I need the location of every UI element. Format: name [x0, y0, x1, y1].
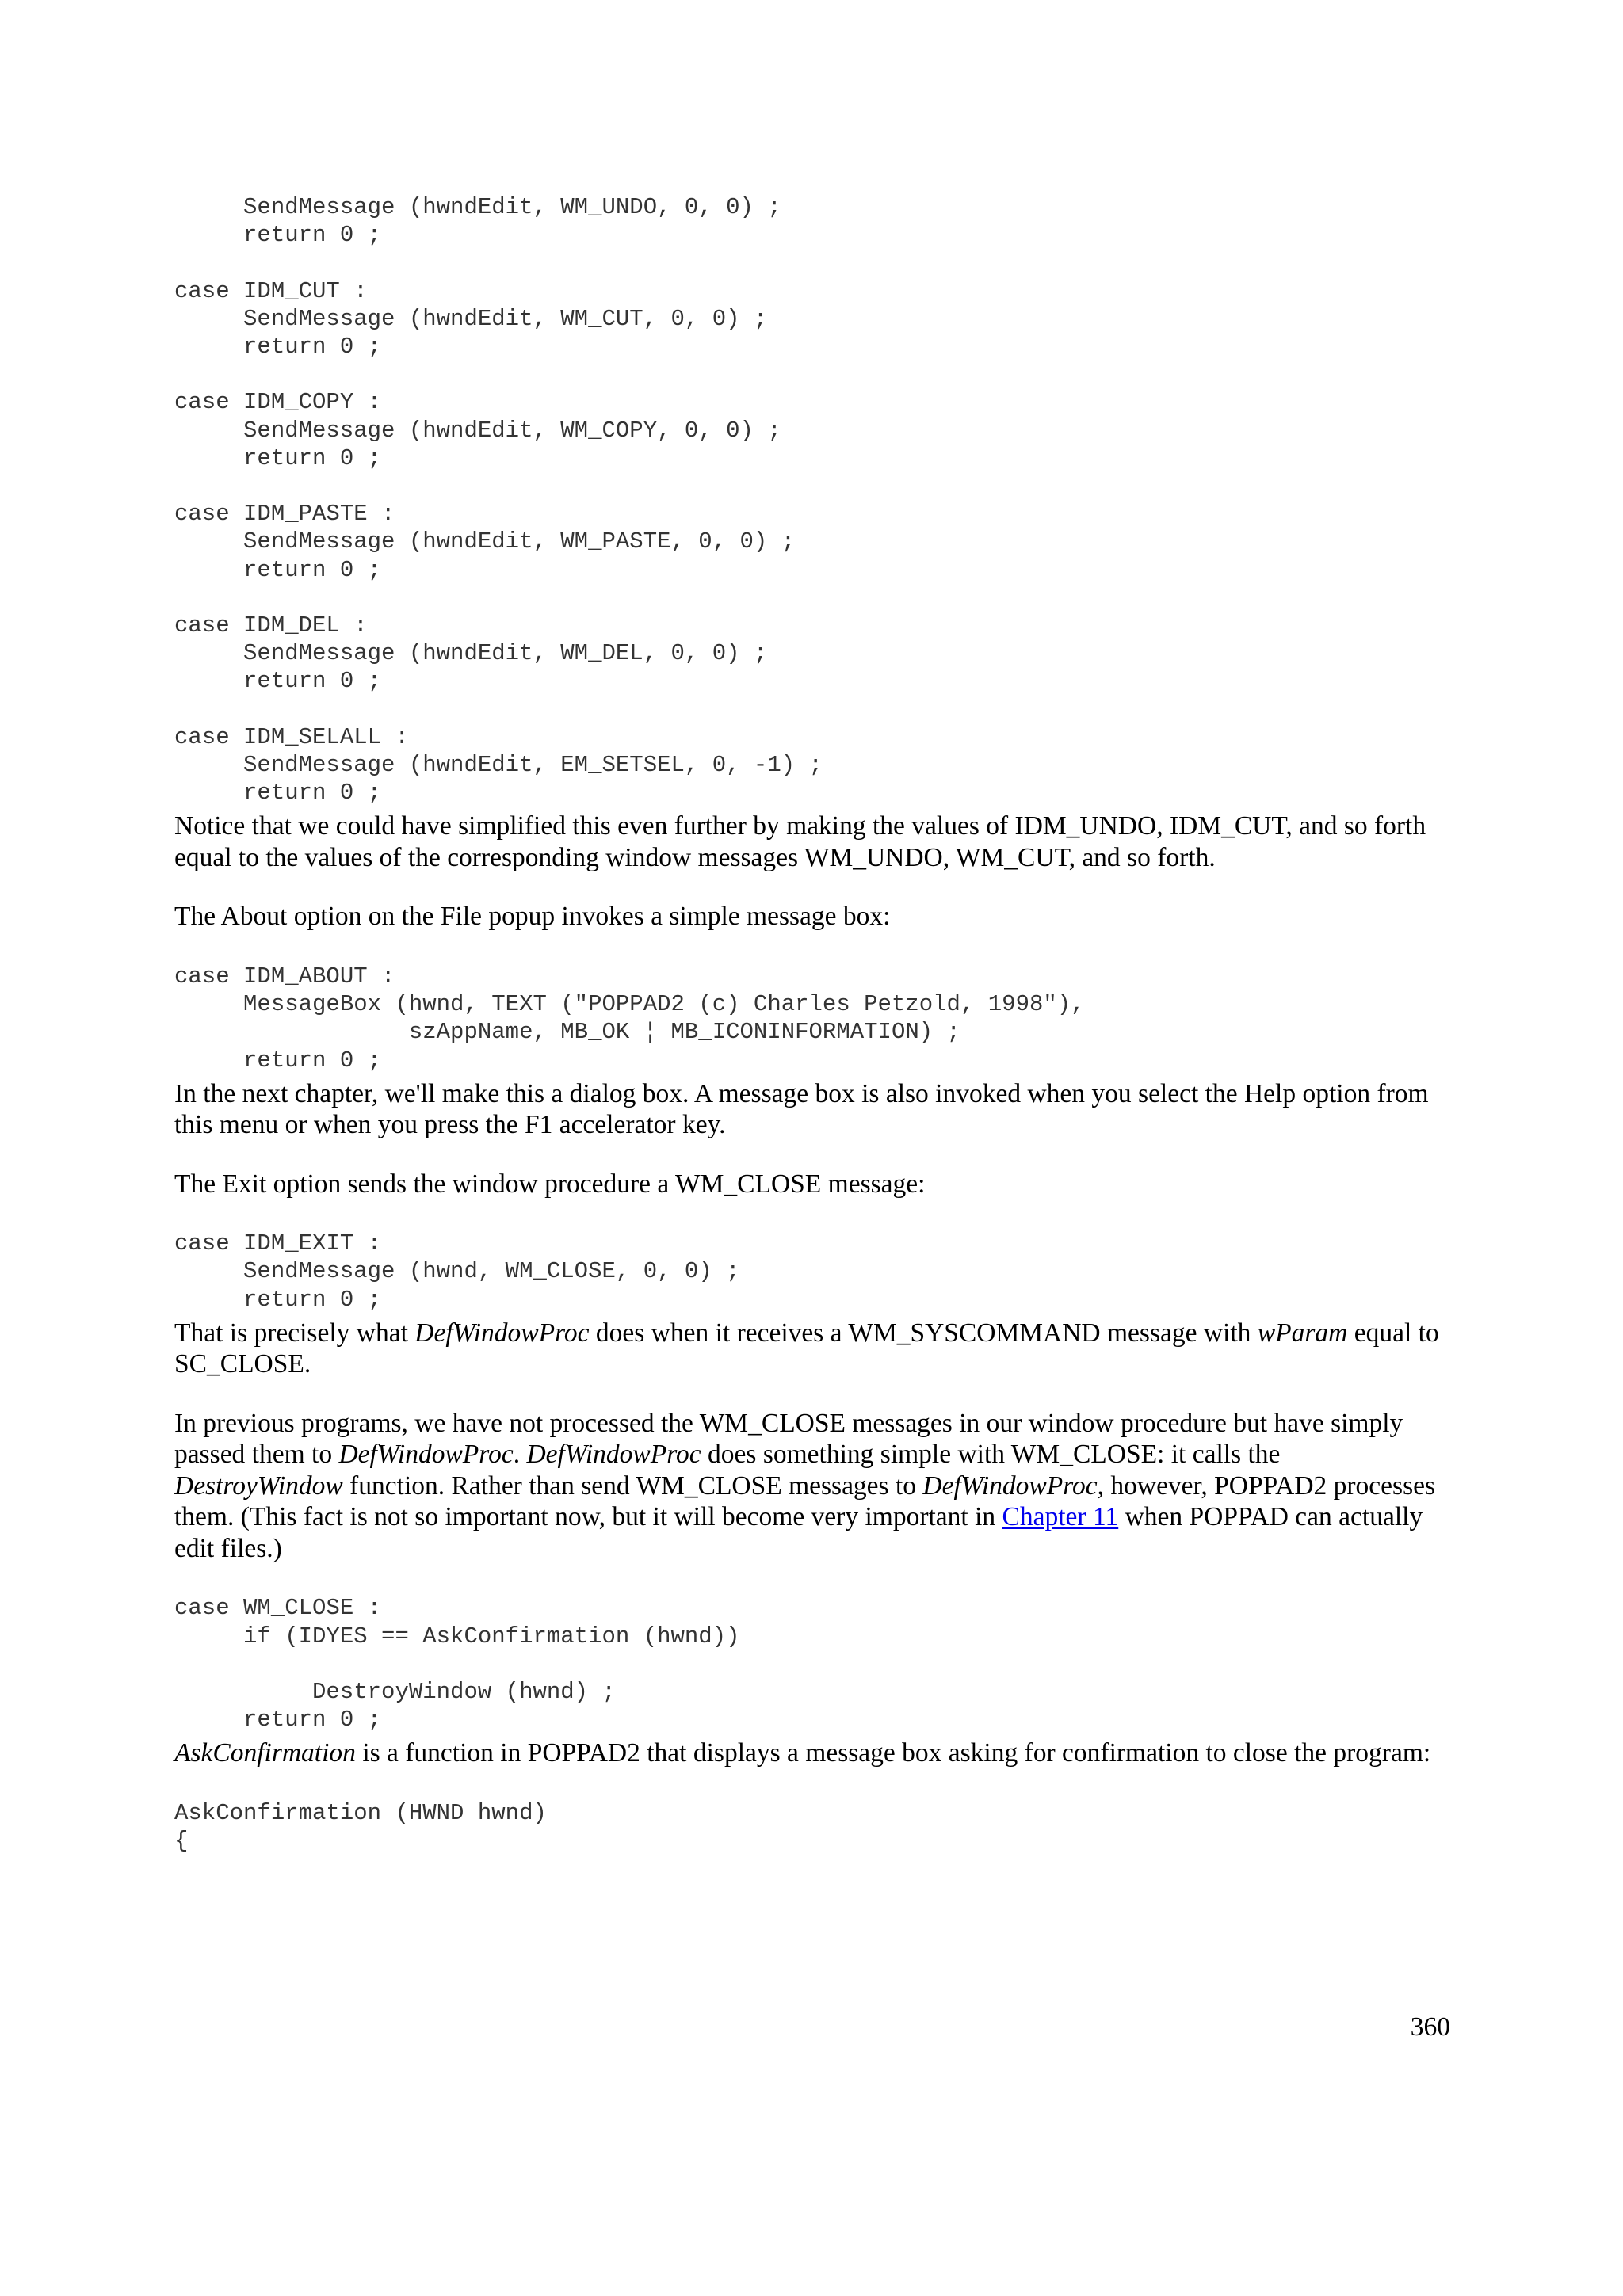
page-content [174, 193, 1450, 1855]
text-span: That is precisely what [174, 1318, 415, 1348]
text-span: when POPPAD can actually edit files.) [174, 1502, 1423, 1563]
paragraph-wm-close-processing [174, 1408, 1450, 1565]
code-block-about: case IDM_ABOUT : MessageBox (hwnd, TEXT ("POPPAD2 (c) Charles Petzold, 1998"), szAppName, MB_OK ¦ MB_ICONINFORMATION) ; return 0 ; [174, 963, 1085, 1074]
italic-term: wParam [1257, 1318, 1348, 1348]
italic-term: DestroyWindow [174, 1470, 343, 1501]
page-number: 360 [1410, 2012, 1450, 2042]
text-span: function. Rather than send WM_CLOSE messages to [342, 1470, 923, 1501]
text-span: . [513, 1440, 527, 1470]
text-span: equal to SC_CLOSE. [174, 1318, 1439, 1379]
text-span: , however, POPPAD2 processes them. (This fact is not so important now, but it will become very important in [174, 1470, 1436, 1532]
paragraph-simplify-note: Notice that we could have simplified this even further by making the values of IDM_UNDO, IDM_CUT, and so forth equal to the values of the corresponding window messages WM_UNDO, WM_CUT, and so forth. [174, 811, 1426, 872]
text-span: In previous programs, we have not processed the WM_CLOSE messages in our window procedure but have simply passed them to [174, 1408, 1403, 1470]
code-block-edit-commands: SendMessage (hwndEdit, WM_UNDO, 0, 0) ; return 0 ; case IDM_CUT : SendMessage (hwndEdit, WM_CUT, 0, 0) ; return 0 ; case IDM_COPY : SendMessage (hwndEdit, WM_COPY, 0, 0) ; return 0 ; case IDM_PASTE : SendMessage (hwndEdit, WM_PASTE, 0, 0) ; return 0 ; case IDM_DEL : SendMessage (hwndEdit, WM_DEL, 0, 0) ; return 0 ; case IDM_SELALL : SendMessage (hwndEdit, EM_SETSEL, 0, -1) ; return 0 ; [174, 194, 823, 807]
text-span: is a function in POPPAD2 that displays a message box asking for confirmation to close the program: [355, 1738, 1431, 1768]
paragraph-askconfirmation [174, 1737, 1450, 1769]
code-block-exit: case IDM_EXIT : SendMessage (hwnd, WM_CLOSE, 0, 0) ; return 0 ; [174, 1230, 740, 1313]
paragraph-defwindowproc-syscommand [174, 1318, 1450, 1380]
paragraph-dialog-box-note: In the next chapter, we'll make this a dialog box. A message box is also invoked when you select the Help option from this menu or when you press the F1 accelerator key. [174, 1078, 1429, 1140]
chapter-11-link[interactable]: Chapter 11 [1002, 1502, 1119, 1532]
italic-term: DefWindowProc [526, 1440, 701, 1470]
code-block-wm-close: case WM_CLOSE : if (IDYES == AskConfirmation (hwnd)) DestroyWindow (hwnd) ; return 0 ; [174, 1595, 740, 1733]
text-span: does when it receives a WM_SYSCOMMAND message with [589, 1318, 1258, 1348]
code-block-askconfirmation: AskConfirmation (HWND hwnd) { [174, 1799, 547, 1855]
italic-term: DefWindowProc [922, 1470, 1098, 1501]
italic-term: DefWindowProc [338, 1440, 514, 1470]
paragraph-about-option: The About option on the File popup invokes a simple message box: [174, 902, 891, 932]
text-span: does something simple with WM_CLOSE: it calls the [701, 1440, 1281, 1470]
italic-term: AskConfirmation [174, 1738, 356, 1768]
italic-term: DefWindowProc [414, 1318, 590, 1348]
paragraph-exit-option: The Exit option sends the window procedure a WM_CLOSE message: [174, 1169, 926, 1199]
